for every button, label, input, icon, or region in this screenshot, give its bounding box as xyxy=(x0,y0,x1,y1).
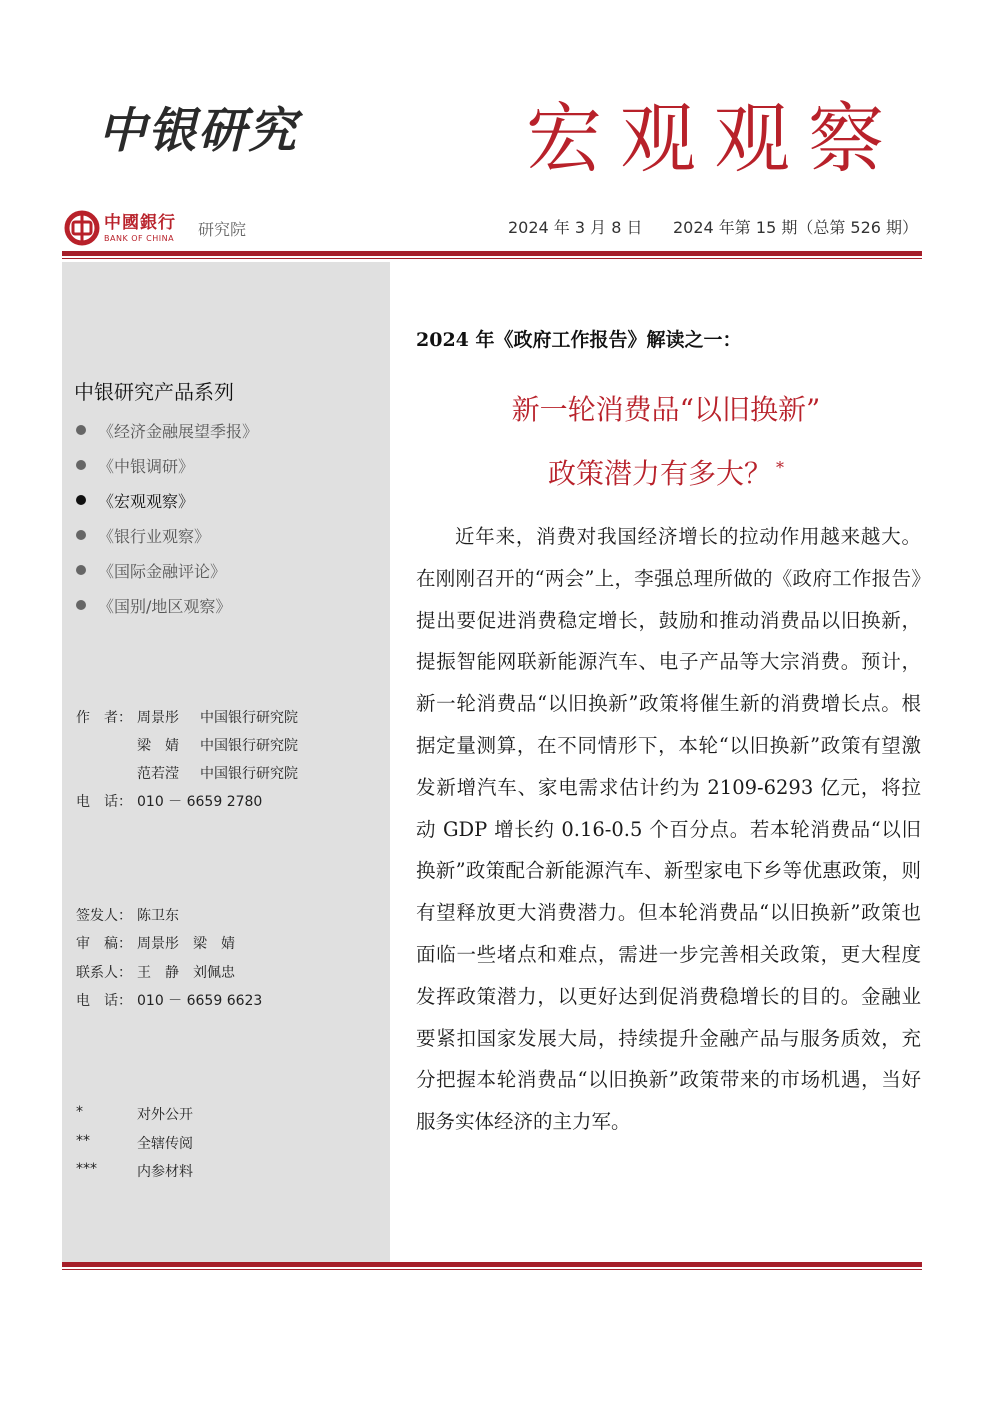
brand-title: 中银研究 xyxy=(98,103,299,159)
footer-divider-thin xyxy=(62,1269,922,1270)
series-item[interactable] xyxy=(76,558,226,582)
contact-names: 王 静 刘佩忠 xyxy=(137,965,235,981)
contact-label: 联系人： xyxy=(76,965,132,981)
author-name: 范若滢 xyxy=(137,766,179,782)
bullet-icon xyxy=(76,495,86,505)
article-headline-line2 xyxy=(410,452,922,492)
signer-name: 陈卫东 xyxy=(137,908,179,924)
bullet-icon xyxy=(76,600,86,610)
access-mark: *** xyxy=(76,1161,97,1177)
bullet-icon xyxy=(76,460,86,470)
authors-phone: 010 － 6659 2780 xyxy=(137,794,263,810)
series-item-active[interactable] xyxy=(76,488,194,512)
access-label: 对外公开 xyxy=(137,1107,193,1123)
issue-number: 2024 年第 15 期（总第 526 期） xyxy=(673,218,919,237)
reviewer-label: 审 稿： xyxy=(76,936,132,952)
footnote-marker: * xyxy=(776,457,784,477)
access-label: 全辖传阅 xyxy=(137,1136,193,1152)
series-item-label: 《中银调研》 xyxy=(98,456,195,476)
reviewer-names: 周景彤 梁 婧 xyxy=(137,936,235,952)
footer-divider xyxy=(62,1262,922,1267)
article-headline-line1: 新一轮消费品“以旧换新” xyxy=(511,393,821,426)
authors-label: 作 者： xyxy=(76,710,132,726)
headline-text: 政策潜力有多大？ xyxy=(547,457,772,490)
author-name: 梁 婧 xyxy=(137,738,179,754)
bullet-icon xyxy=(76,565,86,575)
contact-phone-label: 电 话： xyxy=(76,993,132,1009)
author-org: 中国银行研究院 xyxy=(200,738,298,754)
series-item-label: 《经济金融展望季报》 xyxy=(98,421,259,441)
access-mark: * xyxy=(76,1104,83,1120)
bank-name-cn: 中國銀行 xyxy=(104,213,176,233)
series-item-label: 《国别/地区观察》 xyxy=(98,596,232,616)
author-org: 中国银行研究院 xyxy=(200,766,298,782)
series-item-label: 《宏观观察》 xyxy=(98,491,195,511)
authors-phone-label: 电 话： xyxy=(76,794,132,810)
bullet-icon xyxy=(76,530,86,540)
article-subtitle: 2024 年《政府工作报告》解读之一： xyxy=(416,329,742,351)
series-item-label: 《国际金融评论》 xyxy=(98,561,227,581)
signer-label: 签发人： xyxy=(76,908,132,924)
series-item[interactable] xyxy=(76,523,210,547)
series-item-label: 《银行业观察》 xyxy=(98,526,211,546)
series-item[interactable] xyxy=(76,593,231,617)
article-body: 近年来，消费对我国经济增长的拉动作用越来越大。在刚刚召开的“两会”上，李强总理所做的《政府工作报告》提出要促进消费稳定增长，鼓励和推动消费品以旧换新，提振智能网联新能源汽车、电子产品等大宗消费。预计，新一轮消费品“以旧换新”政策将催生新的消费增长点。根据定量测算，在不同情形下，本轮“以旧换新”政策有望激发新增汽车、家电需求估计约为 2109-6293 亿元，将拉动 GDP 增长约 0.16-0.5 个百分点。若本轮消费品“以旧换新”政策配合新能源汽车、新型家电下乡等优惠政策，则有望释放更大消费潜力。但本轮消费品“以旧换新”政策也面临一些堵点和难点，需进一步完善相关政策，更大程度发挥政策潜力，以更好达到促消费稳增长的目的。金融业要紧扣国家发展大局，持续提升金融产品与服务质效，充分把握本轮消费品“以旧换新”政策带来的市场机遇，当好服务实体经济的主力军。 xyxy=(416,525,921,1134)
sidebar-panel xyxy=(62,262,390,1262)
author-org: 中国银行研究院 xyxy=(200,710,298,726)
report-series-title: 宏观观察 xyxy=(526,94,902,183)
issue-date: 2024 年 3 月 8 日 xyxy=(508,218,643,237)
series-item[interactable] xyxy=(76,453,194,477)
access-mark: ** xyxy=(76,1133,90,1149)
header-divider xyxy=(62,251,922,256)
contact-phone: 010 － 6659 6623 xyxy=(137,993,263,1009)
sidebar-heading: 中银研究产品系列 xyxy=(74,380,234,404)
bullet-icon xyxy=(76,425,86,435)
institute-label: 研究院 xyxy=(198,220,247,239)
access-label: 内参材料 xyxy=(137,1164,193,1180)
header-divider-thin xyxy=(62,258,922,259)
bank-of-china-logo-icon xyxy=(64,210,100,246)
author-name: 周景彤 xyxy=(137,710,179,726)
bank-name-en: BANK OF CHINA xyxy=(104,234,175,243)
series-item[interactable] xyxy=(76,418,258,442)
